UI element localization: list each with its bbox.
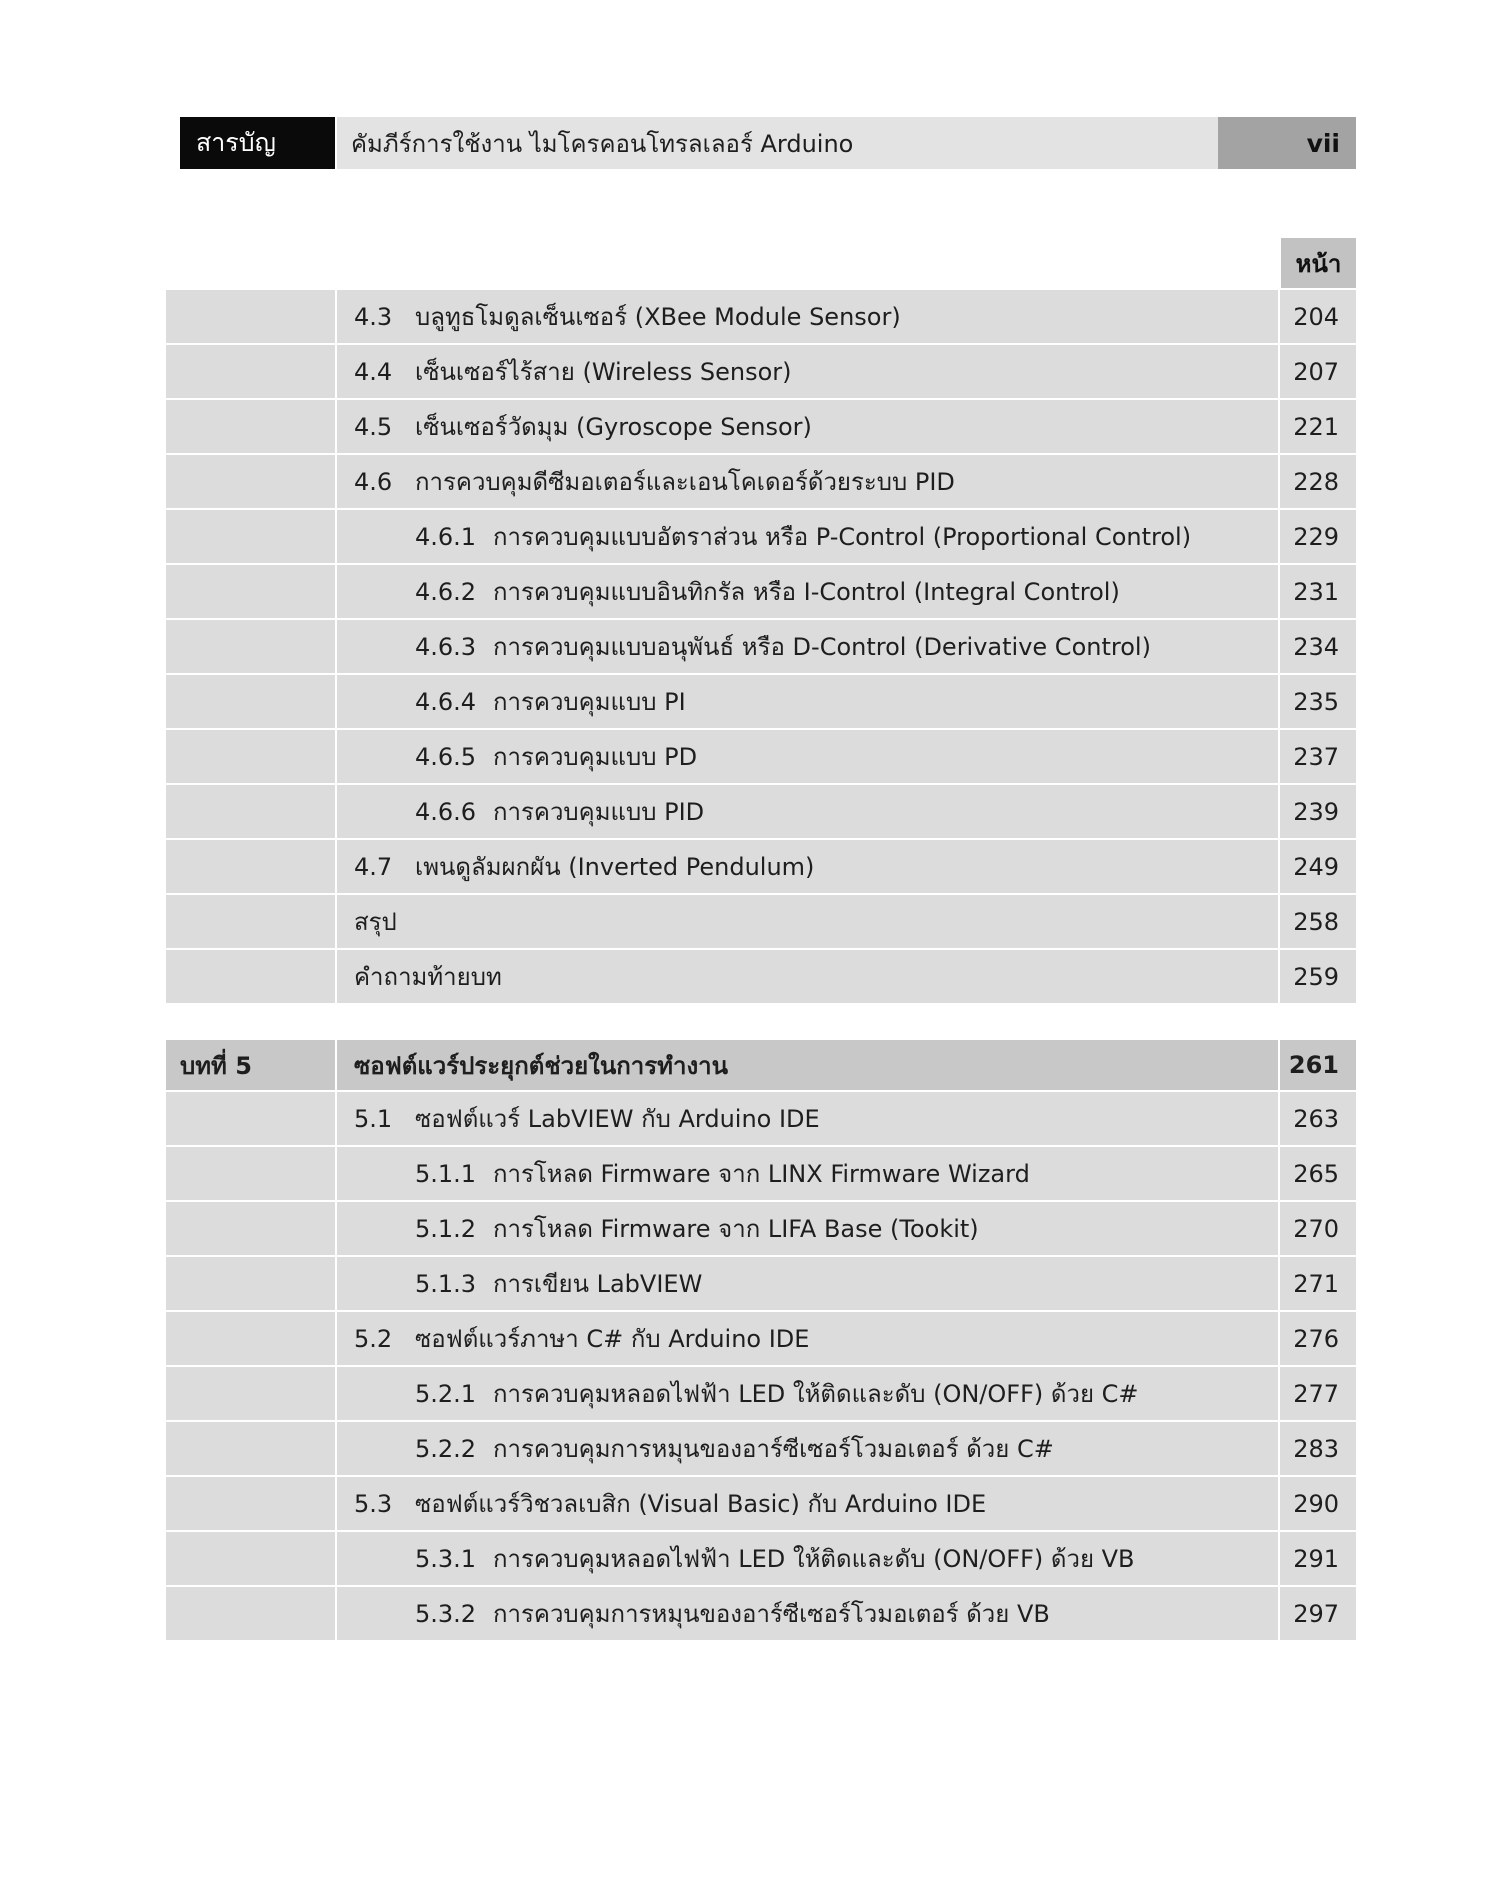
entry-title: บลูทูธโมดูลเซ็นเซอร์ (XBee Module Sensor): [415, 303, 901, 331]
entry-page: 283: [1280, 1422, 1356, 1475]
entry-page: 239: [1280, 785, 1356, 838]
chapter-cell: [166, 345, 335, 398]
toc-row[interactable]: [166, 1092, 1356, 1145]
entry-page: 229: [1280, 510, 1356, 563]
entry-page: 258: [1280, 895, 1356, 948]
entry-number: 4.5: [354, 412, 393, 441]
toc-row[interactable]: [166, 950, 1356, 1003]
entry-number: 4.6.4: [415, 687, 477, 716]
chapter-cell: [166, 1202, 335, 1255]
toc-row[interactable]: [166, 1477, 1356, 1530]
entry-cell: [337, 1147, 1278, 1200]
entry-title: ซอฟต์แวร์วิชวลเบสิก (Visual Basic) กับ Arduino IDE: [415, 1490, 987, 1518]
entry-title: การโหลด Firmware จาก LIFA Base (Tookit): [493, 1215, 979, 1243]
chapter-cell: [166, 1532, 335, 1585]
entry-title: การควบคุมแบบ PID: [493, 798, 705, 826]
entry-number: 4.6.1: [415, 522, 477, 551]
toc-row[interactable]: [166, 1147, 1356, 1200]
chapter-cell: [166, 620, 335, 673]
entry-page: 277: [1280, 1367, 1356, 1420]
entry-cell: [337, 1587, 1278, 1640]
entry-page: 259: [1280, 950, 1356, 1003]
entry-title: ซอฟต์แวร์ LabVIEW กับ Arduino IDE: [415, 1105, 820, 1133]
entry-cell: [337, 1532, 1278, 1585]
entry-cell: [337, 840, 1278, 893]
toc-row[interactable]: [166, 1422, 1356, 1475]
book-title: คัมภีร์การใช้งาน ไมโครคอนโทรลเลอร์ Arduino: [337, 117, 1218, 169]
entry-title: การโหลด Firmware จาก LINX Firmware Wizard: [493, 1160, 1030, 1188]
entry-number: 5.3: [354, 1489, 393, 1518]
chapter-cell: [166, 1477, 335, 1530]
toc-row[interactable]: [166, 1367, 1356, 1420]
chapter-cell: [166, 1587, 335, 1640]
entry-number: 5.1.2: [415, 1214, 477, 1243]
toc-row[interactable]: [166, 290, 1356, 343]
toc-row[interactable]: [166, 1587, 1356, 1640]
entry-page: 237: [1280, 730, 1356, 783]
entry-page: 263: [1280, 1092, 1356, 1145]
entry-cell: [337, 1202, 1278, 1255]
entry-title: การเขียน LabVIEW: [493, 1270, 703, 1298]
toc-row[interactable]: [166, 895, 1356, 948]
entry-cell: [337, 400, 1278, 453]
entry-number: 5.3.1: [415, 1544, 477, 1573]
entry-number: 5.2.1: [415, 1379, 477, 1408]
chapter-row[interactable]: [166, 1040, 1356, 1090]
entry-title: การควบคุมแบบอินทิกรัล หรือ I-Control (Integral Control): [493, 578, 1120, 606]
entry-cell: [337, 1257, 1278, 1310]
chapter-cell: [166, 1422, 335, 1475]
chapter-cell: [166, 1312, 335, 1365]
toc-table-part1: [166, 290, 1356, 1005]
entry-number: 5.3.2: [415, 1599, 477, 1628]
toc-table-part2: [166, 1040, 1356, 1642]
entry-page: 291: [1280, 1532, 1356, 1585]
entry-page: 204: [1280, 290, 1356, 343]
chapter-cell: [166, 400, 335, 453]
entry-cell: [337, 675, 1278, 728]
entry-page: 221: [1280, 400, 1356, 453]
entry-title: การควบคุมแบบ PI: [493, 688, 686, 716]
entry-cell: [337, 1312, 1278, 1365]
chapter-cell: [166, 730, 335, 783]
entry-number: 4.3: [354, 302, 393, 331]
toc-row[interactable]: [166, 345, 1356, 398]
chapter-cell: [166, 950, 335, 1003]
toc-row[interactable]: [166, 840, 1356, 893]
chapter-cell: [166, 565, 335, 618]
entry-cell: [337, 1477, 1278, 1530]
entry-number: 4.6.6: [415, 797, 477, 826]
entry-page: 249: [1280, 840, 1356, 893]
entry-page: 270: [1280, 1202, 1356, 1255]
entry-cell: [337, 565, 1278, 618]
entry-number: 4.4: [354, 357, 393, 386]
entry-cell: [337, 620, 1278, 673]
entry-title: สรุป: [354, 908, 397, 936]
entry-page: 235: [1280, 675, 1356, 728]
chapter-cell: [166, 895, 335, 948]
entry-page: 265: [1280, 1147, 1356, 1200]
entry-page: 231: [1280, 565, 1356, 618]
entry-number: 4.7: [354, 852, 393, 881]
entry-title: เซ็นเซอร์ไร้สาย (Wireless Sensor): [415, 358, 792, 386]
entry-number: 4.6.5: [415, 742, 477, 771]
entry-number: 4.6: [354, 467, 393, 496]
entry-page: 276: [1280, 1312, 1356, 1365]
entry-page: 228: [1280, 455, 1356, 508]
entry-cell: [337, 895, 1278, 948]
page-column-label: หน้า: [1281, 238, 1356, 288]
toc-row[interactable]: [166, 400, 1356, 453]
entry-page: 207: [1280, 345, 1356, 398]
chapter-cell: [166, 1092, 335, 1145]
toc-row[interactable]: [166, 620, 1356, 673]
page-header: [180, 117, 1356, 169]
entry-title: เซ็นเซอร์วัดมุม (Gyroscope Sensor): [415, 413, 812, 441]
toc-row[interactable]: [166, 1312, 1356, 1365]
entry-number: 5.2.2: [415, 1434, 477, 1463]
entry-number: 5.1: [354, 1104, 393, 1133]
entry-cell: [337, 345, 1278, 398]
entry-page: 234: [1280, 620, 1356, 673]
entry-page: 290: [1280, 1477, 1356, 1530]
entry-cell: [337, 455, 1278, 508]
entry-title: การควบคุมดีซีมอเตอร์และเอนโคเดอร์ด้วยระบบ PID: [415, 468, 955, 496]
chapter-cell: [166, 510, 335, 563]
entry-cell: [337, 290, 1278, 343]
entry-cell: [337, 510, 1278, 563]
entry-cell: [337, 730, 1278, 783]
entry-number: 5.1.3: [415, 1269, 477, 1298]
entry-title: การควบคุมแบบ PD: [493, 743, 698, 771]
entry-title: การควบคุมแบบอนุพันธ์ หรือ D-Control (Derivative Control): [493, 633, 1151, 661]
page-number: vii: [1218, 117, 1356, 169]
chapter-cell: [166, 1257, 335, 1310]
entry-page: 271: [1280, 1257, 1356, 1310]
chapter-cell: [166, 290, 335, 343]
entry-cell: [337, 950, 1278, 1003]
entry-title: การควบคุมการหมุนของอาร์ซีเซอร์โวมอเตอร์ ด้วย C#: [493, 1435, 1054, 1463]
section-label: สารบัญ: [180, 117, 335, 169]
chapter-cell: [166, 840, 335, 893]
entry-cell: [337, 1422, 1278, 1475]
entry-title: การควบคุมหลอดไฟฟ้า LED ให้ติดและดับ (ON/OFF) ด้วย VB: [493, 1545, 1135, 1573]
entry-number: 5.2: [354, 1324, 393, 1353]
entry-title: ซอฟต์แวร์ภาษา C# กับ Arduino IDE: [415, 1325, 810, 1353]
entry-number: 5.1.1: [415, 1159, 477, 1188]
entry-title: การควบคุมหลอดไฟฟ้า LED ให้ติดและดับ (ON/OFF) ด้วย C#: [493, 1380, 1139, 1408]
toc-row[interactable]: [166, 510, 1356, 563]
toc-row[interactable]: [166, 730, 1356, 783]
entry-title: การควบคุมแบบอัตราส่วน หรือ P-Control (Proportional Control): [493, 523, 1192, 551]
entry-cell: [337, 1367, 1278, 1420]
entry-cell: [337, 1092, 1278, 1145]
chapter-cell: [166, 1367, 335, 1420]
chapter-cell: [166, 785, 335, 838]
entry-title: เพนดูลัมผกผัน (Inverted Pendulum): [415, 853, 815, 881]
chapter-label: บทที่ 5: [166, 1040, 335, 1090]
chapter-page: 261: [1280, 1040, 1356, 1090]
entry-title: คำถามท้ายบท: [354, 963, 502, 991]
toc-row[interactable]: [166, 1257, 1356, 1310]
toc-row[interactable]: [166, 455, 1356, 508]
toc-row[interactable]: [166, 675, 1356, 728]
entry-number: 4.6.2: [415, 577, 477, 606]
entry-title: การควบคุมการหมุนของอาร์ซีเซอร์โวมอเตอร์ ด้วย VB: [493, 1600, 1050, 1628]
entry-number: 4.6.3: [415, 632, 477, 661]
toc-row[interactable]: [166, 1532, 1356, 1585]
chapter-cell: [166, 455, 335, 508]
toc-row[interactable]: [166, 1202, 1356, 1255]
chapter-title: ซอฟต์แวร์ประยุกต์ช่วยในการทำงาน: [337, 1040, 1278, 1090]
chapter-cell: [166, 1147, 335, 1200]
entry-page: 297: [1280, 1587, 1356, 1640]
chapter-cell: [166, 675, 335, 728]
toc-row[interactable]: [166, 565, 1356, 618]
toc-row[interactable]: [166, 785, 1356, 838]
entry-cell: [337, 785, 1278, 838]
